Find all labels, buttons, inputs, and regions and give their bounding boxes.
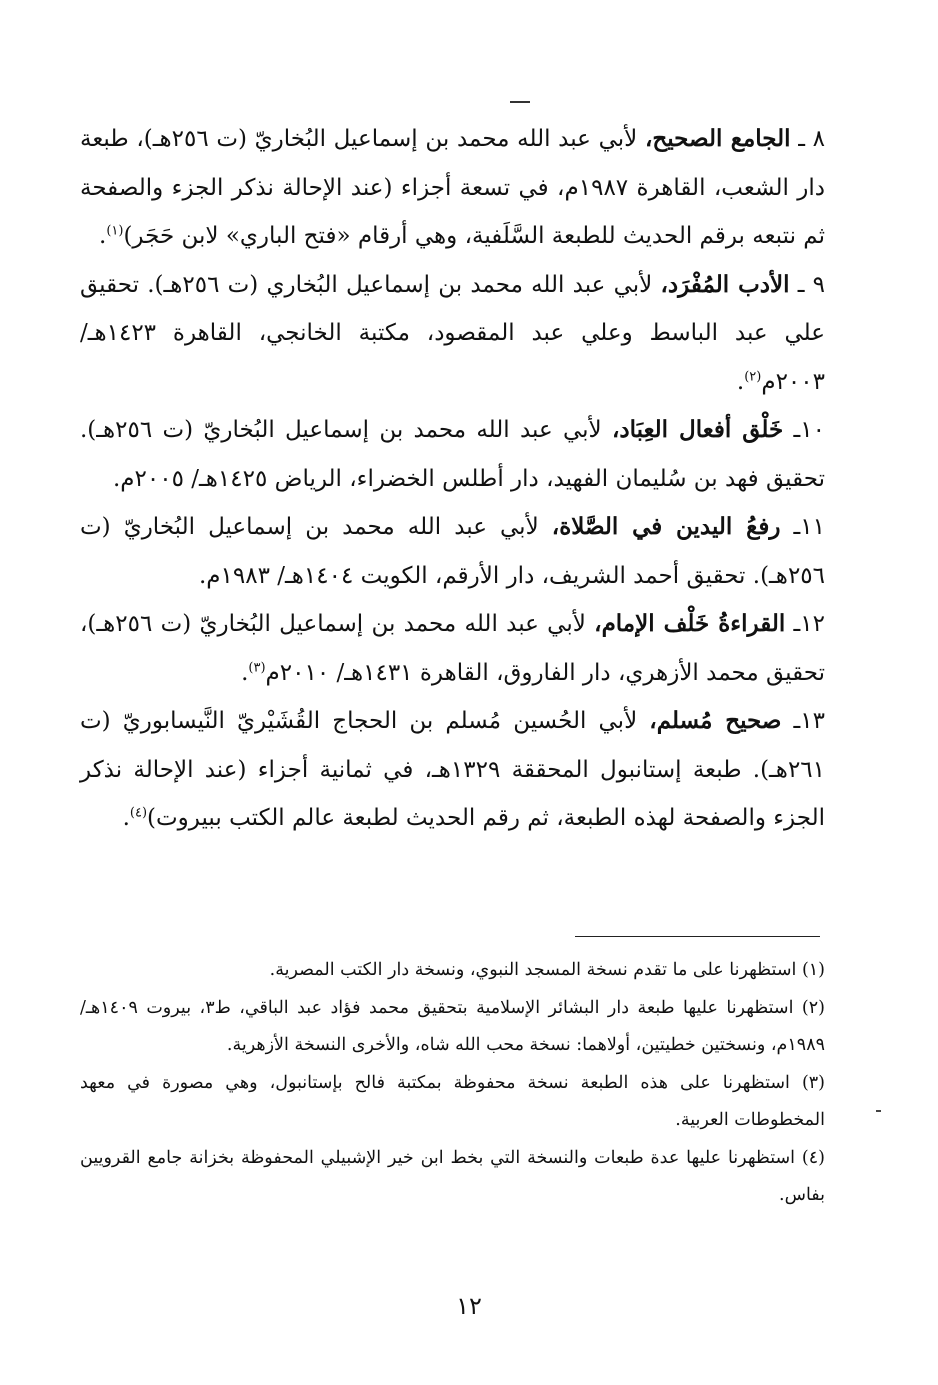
entry-end: .	[99, 223, 107, 249]
margin-mark	[876, 1110, 881, 1112]
entry-end: .	[122, 805, 130, 831]
footnote-number: (٢)	[801, 997, 825, 1018]
footnote-number: (١)	[801, 960, 825, 980]
footnotes-section	[80, 952, 825, 1215]
entry-text: لأبي الحُسين مُسلم بن الحجاج القُشَيْريّ النَّيسابوريّ (ت ٢٦١هـ). طبعة إستانبول المحققة ١٣٢٩هـ، في ثمانية أجزاء (عند الإحالة نذكر الجزء والصفحة لهذه الطبعة، ثم رقم الحديث لطبعة عالم الكتب ببيروت)	[80, 708, 825, 831]
footnote-text: استظهرنا عليها طبعة دار البشائر الإسلامية بتحقيق محمد فؤاد عبد الباقي، ط٣، بيروت ١٤٠٩هـ/ ١٩٨٩م، ونسختين خطيتين، أولاهما: نسخة محب الله شاه، والأخرى النسخة الأزهرية.	[80, 997, 825, 1055]
entry-number: ١١ـ	[793, 514, 825, 540]
top-mark	[510, 101, 530, 103]
entry-number: ١٣ـ	[793, 708, 826, 734]
entry-text: لأبي عبد الله محمد بن إسماعيل البُخاري (ت ٢٥٦هـ). تحقيق علي عبد الباسط وعلي عبد المقصود، مكتبة الخانجي، القاهرة ١٤٢٣هـ/ ٢٠٠٣م	[80, 271, 825, 395]
footnote-reference: (٣)	[248, 659, 266, 675]
bibliography-entry	[80, 406, 825, 503]
entry-title: الجامع الصحيح،	[644, 125, 791, 152]
footnote-reference: (٤)	[129, 805, 148, 821]
entry-number: ٨ ـ	[798, 126, 826, 152]
footnote-reference: (٢)	[744, 368, 762, 384]
entry-title: الأدب المُفْرَد،	[660, 270, 790, 298]
entry-number: ١٠ـ	[793, 417, 825, 443]
footnote-text: استظهرنا على ما تقدم نسخة المسجد النبوي، ونسخة دار الكتب المصرية.	[269, 960, 797, 980]
footnote-separator	[575, 936, 820, 937]
bibliography-list	[80, 115, 825, 843]
bibliography-entry	[80, 261, 825, 407]
entry-text: لأبي عبد الله محمد بن إسماعيل البُخاريّ (ت ٢٥٦هـ)، طبعة دار الشعب، القاهرة ١٩٨٧م، في تسعة أجزاء (عند الإحالة نذكر الجزء والصفحة ثم نتبعه برقم الحديث للطبعة السَّلَفية، وهي أرقام «فتح الباري» لابن حَجَر)	[80, 126, 826, 249]
entry-end: .	[241, 659, 249, 686]
entry-title: صحيح مُسلم،	[649, 707, 782, 734]
footnote	[80, 990, 825, 1065]
bibliography-entry	[80, 503, 825, 600]
footnote	[80, 952, 825, 990]
entry-title: خَلْق أفعال العِبَاد،	[611, 416, 784, 443]
bibliography-entry	[80, 697, 825, 843]
bibliography-entry	[80, 600, 825, 697]
entry-end: .	[736, 368, 745, 395]
entry-title: القراءةُ خَلْف الإمام،	[594, 610, 786, 637]
footnote-reference: (١)	[106, 223, 124, 239]
footnote-text: استظهرنا عليها عدة طبعات والنسخة التي بخط ابن خير الإشبيلي المحفوظة بخزانة جامع القرويين بفاس.	[80, 1147, 825, 1205]
footnote	[80, 1140, 825, 1215]
footnote-text: استظهرنا على هذه الطبعة نسخة محفوظة بمكتبة فالح بإستانبول، وهي مصورة في معهد المخطوطات العربية.	[80, 1072, 825, 1130]
entry-number: ٩ ـ	[797, 271, 826, 298]
entry-text: لأبي عبد الله محمد بن إسماعيل البُخاريّ (ت ٢٥٦هـ). تحقيق فهد بن سُليمان الفهيد، دار أطلس الخضراء، الرياض ١٤٢٥هـ/ ٢٠٠٥م.	[80, 417, 825, 492]
bibliography-entry	[80, 115, 825, 261]
entry-number: ١٢ـ	[793, 611, 825, 637]
entry-text: لأبي عبد الله محمد بن إسماعيل البُخاريّ (ت ٢٥٦هـ)، تحقيق محمد الأزهري، دار الفاروق، القاهرة ١٤٣١هـ/ ٢٠١٠م	[80, 611, 825, 686]
page-number: ١٢	[456, 1292, 482, 1320]
footnote-number: (٣)	[801, 1072, 825, 1093]
footnote-number: (٤)	[801, 1147, 825, 1168]
footnote	[80, 1065, 825, 1140]
entry-text: لأبي عبد الله محمد بن إسماعيل البُخاريّ (ت ٢٥٦هـ). تحقيق أحمد الشريف، دار الأرقم، الكويت ١٤٠٤هـ/ ١٩٨٣م.	[80, 514, 825, 589]
entry-title: رفعُ اليدين في الصَّلاة،	[551, 513, 781, 540]
